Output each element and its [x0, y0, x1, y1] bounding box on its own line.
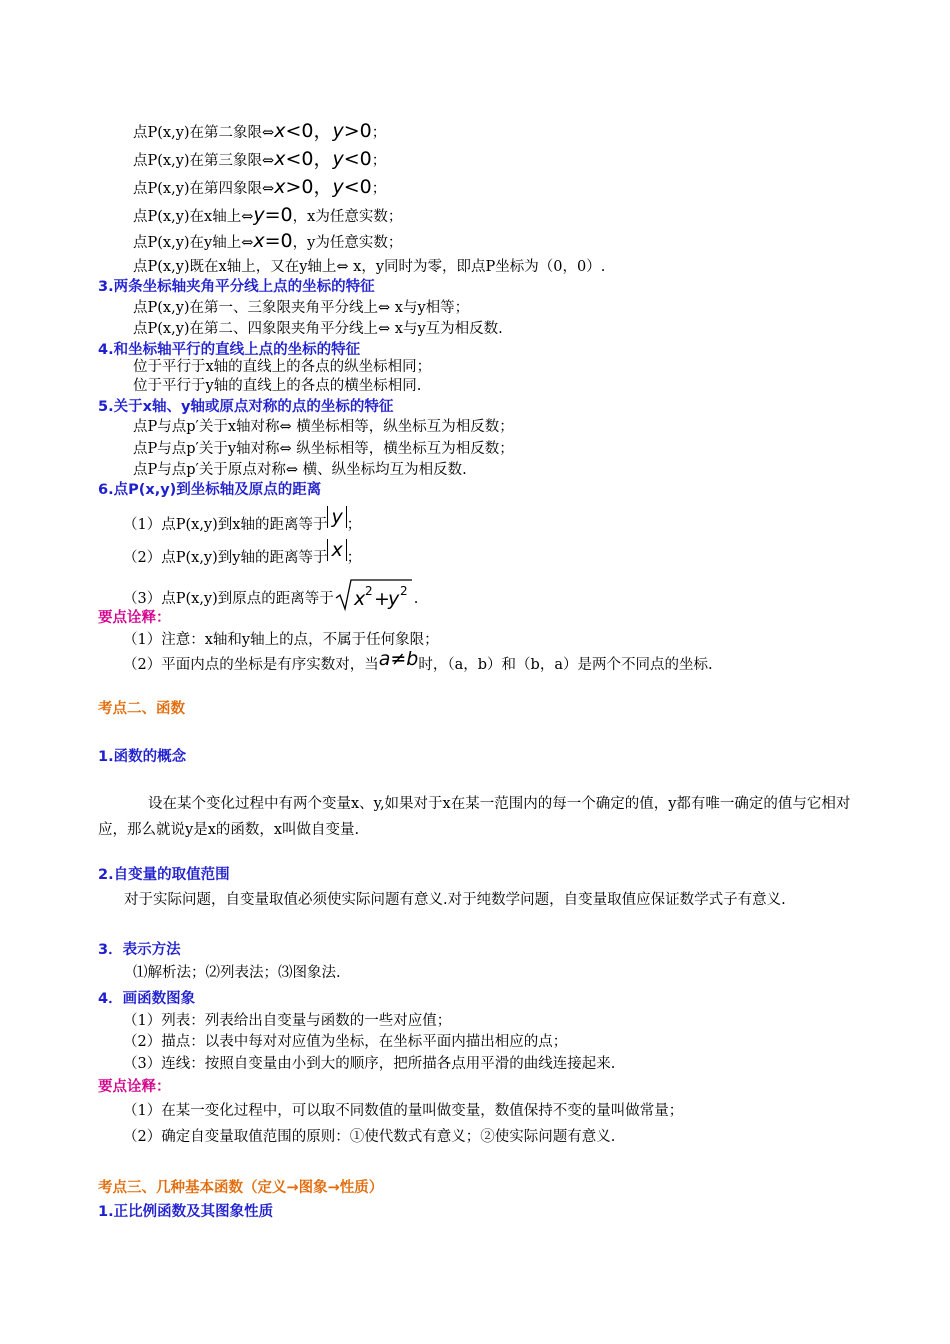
quadrant-4-line: 点P(x,y)在第四象限⇔x>0，y<0；: [133, 176, 387, 198]
y-axis-line: 点P(x,y)在y轴上⇔x=0，y为任意实数；: [133, 230, 403, 252]
x-axis-line: 点P(x,y)在x轴上⇔y=0，x为任意实数；: [133, 204, 403, 226]
topic-2-heading: 考点二、函数: [98, 701, 185, 717]
domain-text: 对于实际问题，自变量取值必须使实际问题有意义.对于纯数学问题，自变量取值应保证数学式子有意义.: [124, 892, 786, 908]
section-3-heading: 3.两条坐标轴夹角平分线上点的坐标的特征: [98, 279, 375, 295]
section-5-heading: 5.关于x轴、y轴或原点对称的点的坐标的特征: [98, 399, 394, 415]
list-item: 位于平行于x轴的直线上的各点的纵坐标相同；: [133, 359, 432, 375]
quadrant-2-line: 点P(x,y)在第二象限⇔x<0，y>0；: [133, 120, 387, 142]
proportional-function-heading: 1.正比例函数及其图象性质: [98, 1204, 274, 1220]
origin-line: 点P(x,y)既在x轴上，又在y轴上⇔ x，y同时为零，即点P坐标为（0，0）.: [133, 259, 606, 275]
function-concept-heading: 1.函数的概念: [98, 749, 187, 765]
svg-text:2: 2: [364, 584, 373, 598]
note-item: （2）平面内点的坐标是有序实数对，当a≠b时，（a，b）和（b，a）是两个不同点的坐标.: [123, 648, 713, 673]
note-heading: 要点诠释：: [98, 610, 171, 626]
topic-3-heading: 考点三、几种基本函数（定义→图象→性质）: [98, 1180, 384, 1196]
section-4-heading: 4.和坐标轴平行的直线上点的坐标的特征: [98, 342, 361, 358]
svg-text:x: x: [353, 588, 366, 610]
representation-text: ⑴解析法；⑵列表法；⑶图象法.: [133, 965, 341, 981]
note-item: （1）注意：x轴和y轴上的点，不属于任何象限；: [123, 632, 439, 648]
section-6-heading: 6.点P(x,y)到坐标轴及原点的距离: [98, 482, 322, 498]
list-item: 点P(x,y)在第一、三象限夹角平分线上⇔ x与y相等；: [133, 300, 470, 316]
distance-origin: （3）点P(x,y)到原点的距离等于 x 2 + y 2 .: [123, 582, 418, 616]
list-item: 位于平行于y轴的直线上的各点的横坐标相同.: [133, 378, 422, 394]
list-item: （2）描点：以表中每对对应值为坐标，在坐标平面内描出相应的点；: [123, 1034, 568, 1050]
svg-text:+: +: [373, 588, 390, 610]
function-concept-text: 设在某个变化过程中有两个变量x、y,如果对于x在某一范围内的每一个确定的值，y都有唯一确定的值与它相对应，那么就说y是x的函数，x叫做自变量.: [98, 796, 851, 838]
representation-heading: 3．表示方法: [98, 942, 181, 958]
note-item: （1）在某一变化过程中，可以取不同数值的量叫做变量，数值保持不变的量叫做常量；: [123, 1103, 684, 1119]
svg-text:y: y: [387, 588, 400, 610]
abs-y: y: [327, 506, 346, 528]
abs-x: x: [327, 539, 346, 561]
domain-heading: 2.自变量的取值范围: [98, 867, 230, 883]
list-item: （1）列表：列表给出自变量与函数的一些对应值；: [123, 1013, 452, 1029]
list-item: 点P(x,y)在第二、四象限夹角平分线上⇔ x与y互为相反数.: [133, 321, 503, 337]
distance-y-axis: （2）点P(x,y)到y轴的距离等于 x ；: [123, 539, 362, 566]
list-item: （3）连线：按照自变量由小到大的顺序，把所描各点用平滑的曲线连接起来.: [123, 1056, 616, 1072]
distance-x-axis: （1）点P(x,y)到x轴的距离等于 y ；: [123, 506, 362, 533]
graph-heading: 4．画函数图象: [98, 991, 196, 1007]
list-item: 点P与点p′关于原点对称⇔ 横、纵坐标均互为相反数.: [133, 462, 467, 478]
list-item: 点P与点p′关于x轴对称⇔ 横坐标相等，纵坐标互为相反数；: [133, 419, 514, 435]
svg-text:2: 2: [399, 584, 408, 598]
note-heading: 要点诠释：: [98, 1079, 171, 1095]
sqrt-formula: [334, 578, 414, 612]
list-item: 点P与点p′关于y轴对称⇔ 纵坐标相等，横坐标互为相反数；: [133, 441, 514, 457]
quadrant-3-line: 点P(x,y)在第三象限⇔x<0，y<0；: [133, 148, 387, 170]
note-item: （2）确定自变量取值范围的原则：①使代数式有意义；②使实际问题有意义.: [123, 1129, 616, 1145]
